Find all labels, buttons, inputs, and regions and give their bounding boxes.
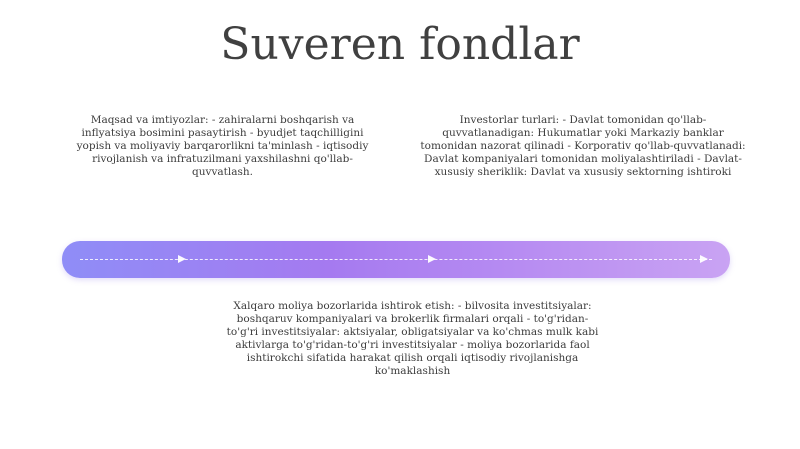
- arrow-right-icon: [428, 255, 436, 263]
- arrow-right-icon: [700, 255, 708, 263]
- arrow-right-icon: [178, 255, 186, 263]
- text-block-investor-types: Investorlar turlari: - Davlat tomonidan qo'llab-quvvatlanadigan: Hukumatlar yoki Markaziy banklar tomonidan nazorat qilinadi - Korporativ qo'llab-quvvatlanadi: Davlat kompaniyalari tomonidan moliyalashtiriladi - Davlat-xususiy sheriklik: Davlat va xususiy sektorning ishtiroki: [420, 114, 746, 178]
- timeline-bar: [62, 241, 730, 278]
- text-block-market-participation: Xalqaro moliya bozorlarida ishtirok etish: - bilvosita investitsiyalar: boshqaruv kompaniyalari va brokerlik firmalari orqali - to'g'ridan-to'g'ri investitsiyalar: aktsiyalar, obligatsiyalar va ko'chmas mulk kabi aktivlarga to'g'ridan-to'g'ri investitsiyalar - moliya bozorlarida faol ishtirokchi sifatida harakat qilish orqali iqtisodiy rivojlanishga ko'maklashish: [226, 300, 599, 377]
- timeline-dashed-line: [80, 259, 712, 260]
- slide-title: Suveren fondlar: [220, 19, 580, 70]
- text-block-goals: Maqsad va imtiyozlar: - zahiralarni boshqarish va inflyatsiya bosimini pasaytirish - byudjet taqchilligini yopish va moliyaviy barqarorlikni ta'minlash - iqtisodiy rivojlanish va infratuzilmani yaxshilashni qo'llab-quvvatlash.: [76, 114, 369, 178]
